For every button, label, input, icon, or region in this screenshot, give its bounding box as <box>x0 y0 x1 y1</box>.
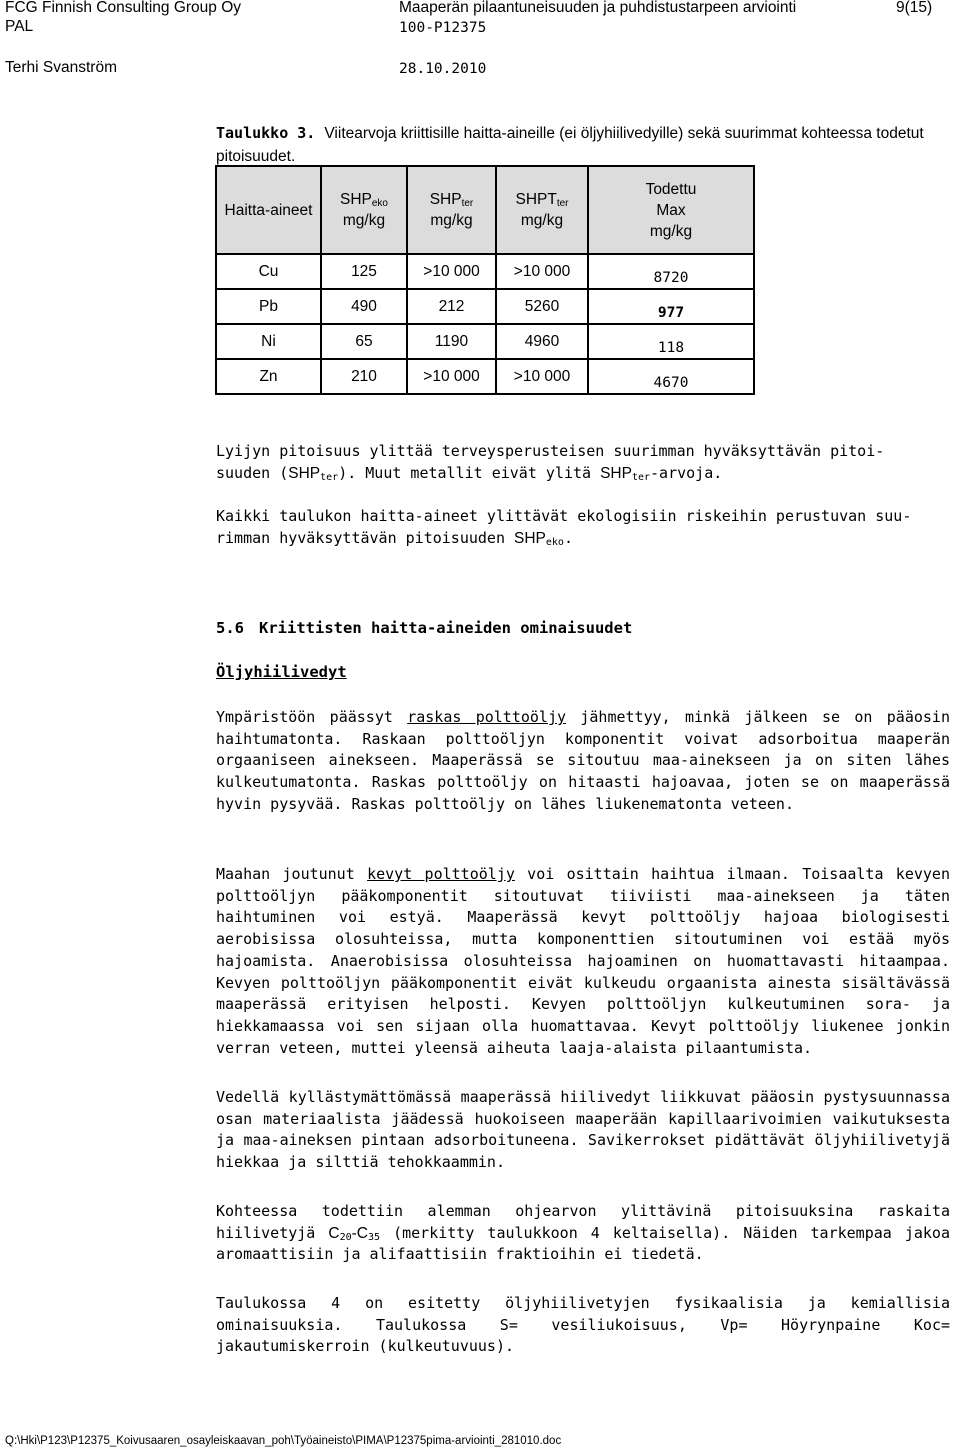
light-oil-term: kevyt polttoöljy <box>367 865 515 883</box>
shp-ter-sub: ter <box>631 471 651 483</box>
document-date: 28.10.2010 <box>399 61 487 77</box>
findings-post: (merkitty taulukkoon 4 keltaisella). Näiden tarkempaa jakoa aromaattisiin ja alifaattisiin fraktioihin ei tiedetä. <box>216 1223 950 1264</box>
table-row <box>216 254 754 289</box>
header-shp-ter-label: SHP <box>429 191 462 208</box>
cell-max: 118 <box>588 324 754 359</box>
header-shp-ter <box>407 166 496 254</box>
table-row <box>216 324 754 359</box>
shp-label: SHP <box>600 464 632 482</box>
header-unit: mg/kg <box>649 222 693 240</box>
lead-line1: Lyijyn pitoisuus ylittää terveysperusteisen suurimman hyväksyttävän pitoi- <box>216 442 885 460</box>
table-caption-text: Viitearvoja kriittisille haitta-aineille (ei öljyhiilivedyille) sekä suurimmat kohteessa todetut pitoisuudet. <box>216 125 924 165</box>
shp-ter-sub: ter <box>320 471 339 483</box>
lead-line2-c: -arvoja. <box>650 463 723 482</box>
header-todettu: Todettu <box>645 180 697 198</box>
lead-line2-b: ). Muut metallit eivät ylitä <box>338 463 601 482</box>
cell-shp-eko: 210 <box>321 359 407 394</box>
table-row <box>216 359 754 394</box>
heavy-oil-pre: Ympäristöön päässyt <box>216 708 408 726</box>
light-oil-paragraph <box>216 864 950 1059</box>
findings-pre: Kohteessa todettiin alemman ohjearvon ylittävinä pitoisuuksina raskaita hiilivetyjä <box>216 1202 950 1242</box>
cell-max: 8720 <box>588 254 754 289</box>
heavy-oil-term: raskas polttoöljy <box>407 708 567 726</box>
section-number: 5.6 <box>216 619 244 637</box>
eco-line1: Kaikki taulukon haitta-aineet ylittävät ekologisiin riskeihin perustuvan suu- <box>216 507 912 525</box>
header-unit: mg/kg <box>520 212 564 229</box>
light-oil-pre: Maahan joutunut <box>216 865 368 883</box>
header-unit: mg/kg <box>342 212 386 229</box>
document-number: 100-P12375 <box>399 20 487 36</box>
document-title: Maaperän pilaantuneisuuden ja puhdistustarpeen arviointi <box>399 0 797 16</box>
cell-max: 4670 <box>588 359 754 394</box>
cell-element: Cu <box>216 254 321 289</box>
cell-shp-ter: 212 <box>407 289 496 324</box>
subheading: Öljyhiilivedyt <box>216 663 347 681</box>
cell-shp-ter: >10 000 <box>407 254 496 289</box>
unit-name: PAL <box>5 18 34 35</box>
cell-element: Ni <box>216 324 321 359</box>
section-heading <box>216 619 632 637</box>
properties-paragraph: Taulukossa 4 on esitetty öljyhiilivetyjen fysikaalisia ja kemiallisia ominaisuuksia. Taulukossa S= vesiliukoisuus, Vp= Höyrynpaine Koc= jakautumiskerroin (kulkeutuvuus). <box>216 1294 950 1356</box>
cell-element: Zn <box>216 359 321 394</box>
eco-paragraph <box>216 506 950 549</box>
header-shpt-ter <box>496 166 588 254</box>
cell-shpt-ter: 4960 <box>496 324 588 359</box>
header-todettu-max <box>588 166 754 254</box>
heavy-oil-post: jähmettyy, minkä jälkeen se on pääosin haihtumatonta. Raskaan polttoöljyn komponentit voivat adsorboitua maaperän orgaaniseen ainekseen. Maaperässä se sitoutuu maa-ainekseen ja on siten lähes kulkeutumatonta. Raskas polttoöljy on hitaasti hajoavaa, joten se on maaperässä hyvin pysyvää. Raskas polttoöljy on lähes liukenematonta veteen. <box>216 708 950 813</box>
table-header-row <box>216 166 754 254</box>
section-title: Kriittisten haitta-aineiden ominaisuudet <box>259 619 633 637</box>
cell-shpt-ter: >10 000 <box>496 254 588 289</box>
header-shp-eko <box>321 166 407 254</box>
header-shpt-ter-label: SHPT <box>515 191 557 208</box>
table-caption <box>216 122 956 168</box>
lead-line2-a: suuden ( <box>216 463 289 482</box>
header-haitta-aineet: Haitta-aineet <box>216 166 321 254</box>
page-number: 9(15) <box>896 0 933 16</box>
shp-label: SHP <box>288 464 321 482</box>
cell-shp-eko: 125 <box>321 254 407 289</box>
header-shp-eko-sub: eko <box>371 198 388 209</box>
cell-shp-ter: 1190 <box>407 324 496 359</box>
header-max: Max <box>656 201 686 219</box>
cell-shp-eko: 490 <box>321 289 407 324</box>
light-oil-post: voi osittain haihtua ilmaan. Toisaalta kevyen polttoöljyn pääkomponentit sitoutuvat tiiviisti maa-ainekseen ja täten haihtuminen voi estyä. Maaperässä kevyt polttoöljy hajoaa biologisesti aerobisissa olosuhteissa, mutta komponenttien sitoutuminen voi estää myös hajoamista. Anaerobisissa olosuhteissa hajoaminen on huomattavasti hitaampaa. Kevyen polttoöljyn pääkomponentit eivät kulkeudu orgaanista ainesta sisältävässä maaperässä erityisen helposti. Kevyen polttoöljyn kulkeutuminen sora- ja hiekkamaassa voi sen sijaan olla huomattavaa. Kevyt polttoöljy liukenee jonkin verran veteen, muttei yleensä aiheuta laaja-alaista pilaantumista. <box>216 865 950 1057</box>
cell-shpt-ter: >10 000 <box>496 359 588 394</box>
carbon-label: C <box>328 1224 340 1242</box>
heavy-oil-paragraph <box>216 707 950 816</box>
findings-paragraph <box>216 1201 950 1266</box>
eco-end: . <box>563 528 573 547</box>
carbon-sub-20: 20 <box>339 1231 352 1243</box>
carbon-sub-35: 35 <box>368 1231 381 1243</box>
file-path-footer: Q:\Hki\P123\P12375_Koivusaaren_osayleiskaavan_poh\Työaineisto\PIMA\P12375pima-arviointi_281010.doc <box>5 1435 562 1447</box>
cell-shp-eko: 65 <box>321 324 407 359</box>
header-shpt-ter-sub: ter <box>556 198 569 209</box>
limit-values-table <box>215 165 755 395</box>
company-name: FCG Finnish Consulting Group Oy <box>5 0 242 16</box>
author-name: Terhi Svanström <box>5 59 117 76</box>
header-shp-ter-sub: ter <box>461 198 474 209</box>
lead-paragraph <box>216 441 950 484</box>
header-unit: mg/kg <box>430 212 473 229</box>
cell-element: Pb <box>216 289 321 324</box>
cell-shpt-ter: 5260 <box>496 289 588 324</box>
cell-shp-ter: >10 000 <box>407 359 496 394</box>
unsaturated-soil-paragraph: Vedellä kyllästymättömässä maaperässä hiilivedyt liikkuvat pääosin pystysuunnassa osan materiaalista jäädessä huokoiseen maaperään kapillaarivoimien vaikutuksesta ja maa-aineksen pintaan adsorboituneena. Savikerrokset pidättävät öljyhiilivetyjä hiekkaa ja silttiä tehokkaammin. <box>216 1088 950 1172</box>
table-row <box>216 289 754 324</box>
carbon-dash-label: -C <box>351 1224 368 1242</box>
eco-line2: rimman hyväksyttävän pitoisuuden <box>216 528 515 547</box>
shp-eko-sub: eko <box>545 536 564 548</box>
cell-max: 977 <box>588 289 754 324</box>
shp-label: SHP <box>514 529 546 547</box>
table-caption-label: Taulukko 3. <box>216 124 316 142</box>
header-shp-eko-label: SHP <box>340 191 372 208</box>
